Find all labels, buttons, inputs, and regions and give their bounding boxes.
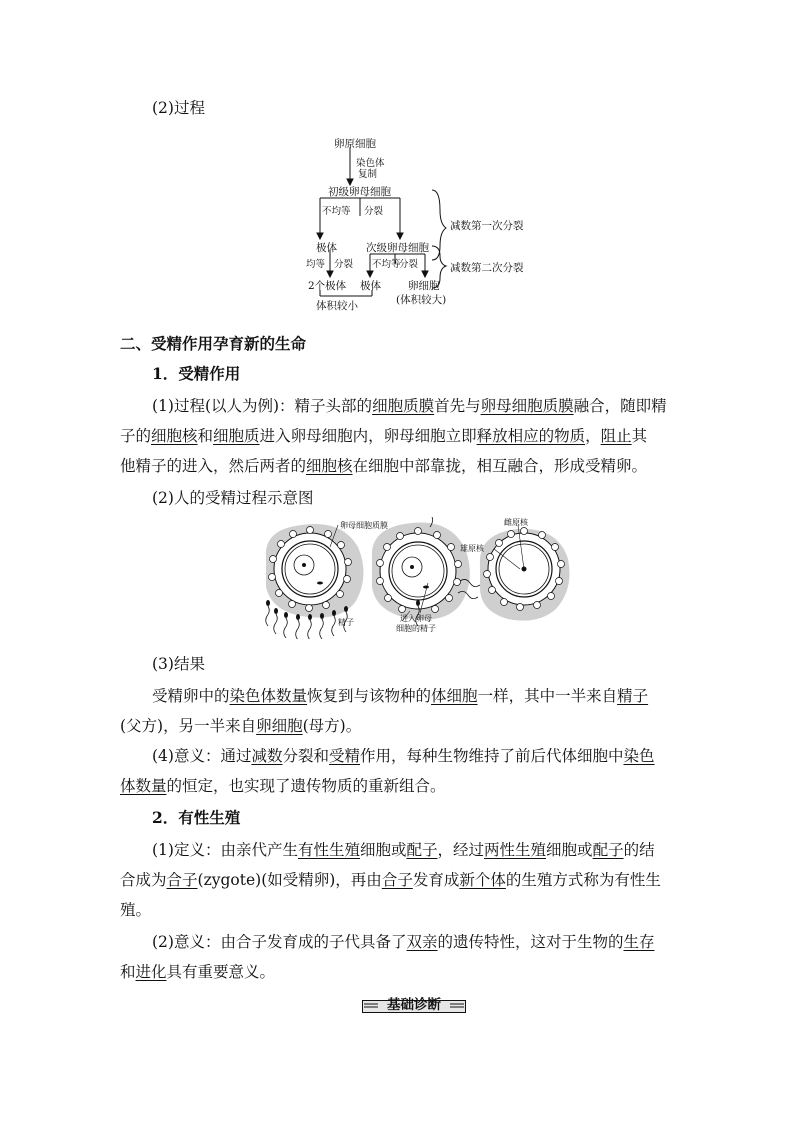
p1-line3: 他精子的进入，然后两者的细胞核在细胞中部靠拢，相互融合，形成受精卵。 [120,457,648,475]
p3-line2: (父方)，另一半来自卵细胞(母方)。 [120,717,362,735]
flow-polar-body-2: 极体 [360,280,381,292]
p2-heading: (2)人的受精过程示意图 [152,489,314,507]
flow-equal: 均等 [306,259,326,270]
badge-label: 基础诊断 [387,997,441,1013]
label-male-pronucleus: 雄原核 [460,544,484,553]
p3-line1: 受精卵中的染色体数量恢复到与该物种的体细胞一样，其中一半来自精子 [152,687,649,705]
p4-line1: (4)意义：通过减数分裂和受精作用，每种生物维持了前后代体细胞中染色 [152,747,655,765]
p5-line3: 殖。 [120,901,152,919]
label-membrane: 卵母细胞质膜 [340,521,388,530]
p6-line1: (2)意义：由合子发育成的子代具备了双亲的遗传特性，这对于生物的生存 [152,933,655,951]
flow-chrom-rep-1: 染色体 [356,158,385,169]
flow-primary-oocyte: 初级卵母细胞 [328,186,391,198]
section2-title: 二、受精作用孕育新的生命 [120,334,307,353]
fertilization-figure [262,517,572,639]
label-sperm: 精子 [338,618,354,627]
flow-polar-body: 极体 [316,242,337,254]
p1-line1: (1)过程(以人为例)：精子头部的细胞质膜首先与卵母细胞质膜融合，随即精 [152,397,667,415]
s1-title: 1．受精作用 [152,364,241,383]
flow-division-1: 分裂 [364,206,384,217]
flow-meiosis-2: 减数第二次分裂 [450,262,524,274]
p4-line2: 体数量的恒定，也实现了遗传物质的重新组合。 [120,777,446,795]
oogenesis-flowchart [300,132,560,314]
p3-heading: (3)结果 [152,655,205,673]
p5-line1: (1)定义：由亲代产生有性生殖细胞或配子，经过两性生殖细胞或配子的结 [152,841,655,859]
flow-division-3: 分裂 [399,259,419,270]
flow-large-vol: (体积较大) [396,294,447,306]
flow-chrom-rep-2: 复制 [358,169,378,180]
p6-line2: 和进化具有重要意义。 [120,963,276,981]
s2-title: 2．有性生殖 [152,808,241,827]
p1-line2: 子的细胞核和细胞质进入卵母细胞内，卵母细胞立即释放相应的物质，阻止其 [120,427,648,445]
label-entering-2: 细胞的精子 [396,624,436,633]
flow-two-polar: 2个极体 [308,280,347,292]
flow-oogonium: 卵原细胞 [334,138,376,150]
label-entering-1: 进入卵母 [400,614,432,623]
flow-secondary-oocyte: 次级卵母细胞 [366,242,429,254]
section-badge [362,996,466,1014]
flow-meiosis-1: 减数第一次分裂 [450,220,524,232]
flow-unequal-2: 不均等 [372,259,401,270]
flow-unequal-1: 不均等 [322,206,351,217]
p5-line2: 合成为合子(zygote)(如受精卵)，再由合子发育成新个体的生殖方式称为有性生 [120,871,661,889]
label-female-pronucleus: 雌原核 [504,518,528,527]
flow-small-vol: 体积较小 [316,300,358,312]
flow-division-2: 分裂 [334,259,354,270]
flow-egg: 卵细胞 [408,280,440,292]
process-heading: (2)过程 [152,99,205,117]
